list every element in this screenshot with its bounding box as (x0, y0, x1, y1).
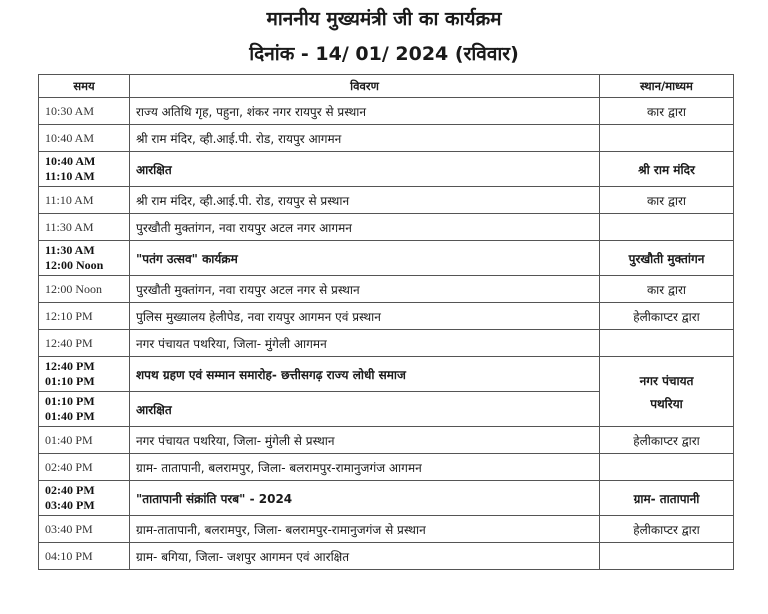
description-cell: ग्राम-तातापानी, बलरामपुर, जिला- बलरामपुर-रामानुजगंज से प्रस्थान (130, 516, 600, 543)
description-cell: पुलिस मुख्यालय हेलीपेड, नवा रायपुर आगमन एवं प्रस्थान (130, 303, 600, 330)
mode-cell: हेलीकाप्टर द्वारा (600, 303, 734, 330)
description-cell: पुरखौती मुक्तांगन, नवा रायपुर अटल नगर से प्रस्थान (130, 276, 600, 303)
time-text: 10:30 AM (45, 103, 95, 118)
table-row (39, 214, 734, 241)
time-start-text: 01:10 PM (45, 394, 95, 408)
time-start-text: 11:30 AM (45, 243, 95, 257)
description-cell: "तातापानी संक्रांति परब" - 2024 (130, 481, 600, 516)
mode-cell (600, 330, 734, 357)
table-row (39, 543, 734, 570)
description-cell: राज्य अतिथि गृह, पहुना, शंकर नगर रायपुर से प्रस्थान (130, 98, 600, 125)
table-row (39, 152, 734, 187)
time-text: 03:40 PM (45, 521, 93, 536)
mode-cell: पुरखौती मुक्तांगन (600, 241, 734, 276)
time-cell (39, 152, 130, 187)
description-cell: श्री राम मंदिर, व्ही.आई.पी. रोड, रायपुर से प्रस्थान (130, 187, 600, 214)
merged-mode-line: पथरिया (650, 396, 683, 411)
description-cell: आरक्षित (130, 152, 600, 187)
description-cell: नगर पंचायत पथरिया, जिला- मुंगेली आगमन (130, 330, 600, 357)
time-cell (39, 543, 130, 570)
document-date: दिनांक - 14/ 01/ 2024 (रविवार) (249, 43, 519, 65)
mode-cell (600, 543, 734, 570)
table-row (39, 481, 734, 516)
time-start-text: 10:40 AM (45, 154, 96, 168)
time-start-text: 12:40 PM (45, 359, 95, 373)
time-text: 10:40 AM (45, 130, 95, 145)
time-cell (39, 125, 130, 152)
time-text: 02:40 PM (45, 459, 93, 474)
time-text: 12:10 PM (45, 308, 93, 323)
time-text: 12:00 Noon (45, 281, 102, 296)
time-cell (39, 516, 130, 543)
time-text: 04:10 PM (45, 548, 93, 563)
table-row (39, 276, 734, 303)
mode-cell (600, 125, 734, 152)
mode-cell: कार द्वारा (600, 98, 734, 125)
mode-cell: कार द्वारा (600, 276, 734, 303)
time-cell (39, 241, 130, 276)
time-end-text: 01:10 PM (45, 374, 95, 388)
time-text: 12:40 PM (45, 335, 93, 350)
table-row (39, 516, 734, 543)
document-title: माननीय मुख्यमंत्री जी का कार्यक्रम (266, 8, 502, 30)
time-cell (39, 330, 130, 357)
time-text: 01:40 PM (45, 432, 93, 447)
table-row (39, 187, 734, 214)
merged-mode-line: नगर पंचायत (639, 373, 694, 388)
mode-cell: हेलीकाप्टर द्वारा (600, 427, 734, 454)
description-cell: ग्राम- बगिया, जिला- जशपुर आगमन एवं आरक्षित (130, 543, 600, 570)
time-cell (39, 303, 130, 330)
mode-cell (600, 214, 734, 241)
description-cell: नगर पंचायत पथरिया, जिला- मुंगेली से प्रस्थान (130, 427, 600, 454)
mode-cell: कार द्वारा (600, 187, 734, 214)
description-cell: "पतंग उत्सव" कार्यक्रम (130, 241, 600, 276)
mode-cell (600, 454, 734, 481)
description-cell: आरक्षित (130, 392, 600, 427)
time-cell (39, 276, 130, 303)
time-end-text: 03:40 PM (45, 498, 95, 512)
table-header-row (39, 75, 734, 98)
schedule-table (38, 74, 734, 570)
table-row (39, 125, 734, 152)
time-cell (39, 481, 130, 516)
time-start-text: 02:40 PM (45, 483, 95, 497)
description-cell: श्री राम मंदिर, व्ही.आई.पी. रोड, रायपुर आगमन (130, 125, 600, 152)
mode-cell: हेलीकाप्टर द्वारा (600, 516, 734, 543)
description-cell: पुरखौती मुक्तांगन, नवा रायपुर अटल नगर आगमन (130, 214, 600, 241)
time-cell (39, 214, 130, 241)
time-cell (39, 187, 130, 214)
table-row (39, 241, 734, 276)
description-cell: ग्राम- तातापानी, बलरामपुर, जिला- बलरामपुर-रामानुजगंज आगमन (130, 454, 600, 481)
time-end-text: 01:40 PM (45, 409, 95, 423)
time-end-text: 12:00 Noon (45, 258, 104, 272)
table-row (39, 98, 734, 125)
table-row (39, 357, 734, 392)
time-text: 11:30 AM (45, 219, 94, 234)
table-row (39, 454, 734, 481)
time-cell (39, 357, 130, 392)
table-row (39, 303, 734, 330)
mode-cell: श्री राम मंदिर (600, 152, 734, 187)
table-row (39, 427, 734, 454)
time-cell (39, 427, 130, 454)
column-header-description: विवरण (130, 75, 600, 98)
table-row (39, 330, 734, 357)
description-cell: शपथ ग्रहण एवं सम्मान समारोह- छत्तीसगढ़ राज्य लोधी समाज (130, 357, 600, 392)
column-header-time: समय (39, 75, 130, 98)
time-text: 11:10 AM (45, 192, 94, 207)
time-cell (39, 454, 130, 481)
time-end-text: 11:10 AM (45, 169, 95, 183)
time-cell (39, 98, 130, 125)
time-cell (39, 392, 130, 427)
merged-mode-cell (600, 357, 734, 427)
column-header-place-mode: स्थान/माध्यम (600, 75, 734, 98)
mode-cell: ग्राम- तातापानी (600, 481, 734, 516)
